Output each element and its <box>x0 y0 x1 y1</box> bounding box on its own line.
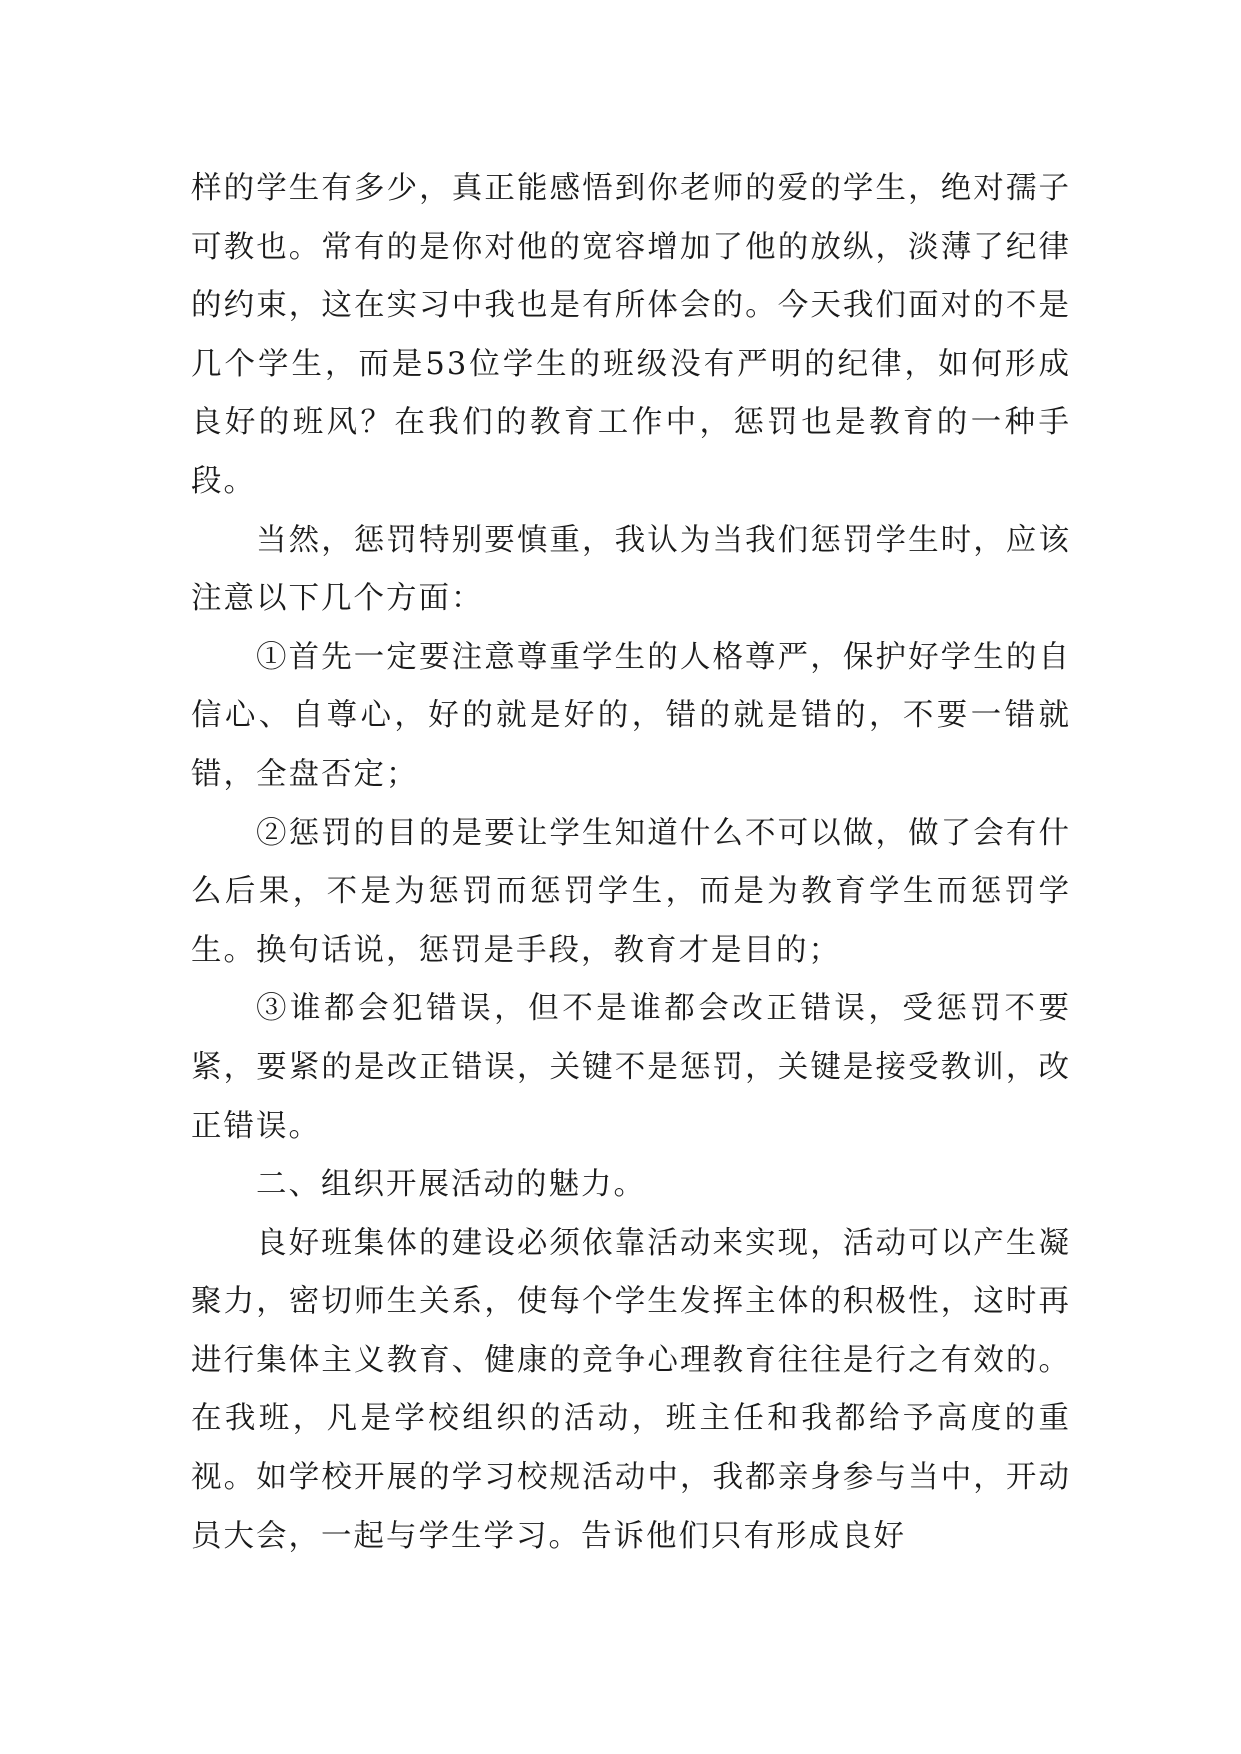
list-item-paragraph: ①首先一定要注意尊重学生的人格尊严，保护好学生的自信心、自尊心，好的就是好的，错的就是错的，不要一错就错，全盘否定； <box>191 639 1071 792</box>
paragraph: 良好班集体的建设必须依靠活动来实现，活动可以产生凝聚力，密切师生关系，使每个学生发挥主体的积极性，这时再进行集体主义教育、健康的竞争心理教育往往是行之有效的。在我班，凡是学校组织的活动，班主任和我都给予高度的重视。如学校开展的学习校规活动中，我都亲身参与当中，开动员大会，一起与学生学习。告诉他们只有形成良好 <box>191 1225 1071 1554</box>
document-body <box>191 160 1071 1566</box>
list-item-paragraph: ③谁都会犯错误，但不是谁都会改正错误，受惩罚不要紧，要紧的是改正错误，关键不是惩罚，关键是接受教训，改正错误。 <box>191 991 1071 1144</box>
paragraph: 当然，惩罚特别要慎重，我认为当我们惩罚学生时，应该注意以下几个方面： <box>191 522 1071 617</box>
list-item-paragraph: ②惩罚的目的是要让学生知道什么不可以做，做了会有什么后果，不是为惩罚而惩罚学生，而是为教育学生而惩罚学生。换句话说，惩罚是手段，教育才是目的； <box>191 815 1071 968</box>
paragraph: 样的学生有多少，真正能感悟到你老师的爱的学生，绝对孺子可教也。常有的是你对他的宽容增加了他的放纵，淡薄了纪律的约束，这在实习中我也是有所体会的。今天我们面对的不是几个学生，而是53位学生的班级没有严明的纪律，如何形成良好的班风？在我们的教育工作中，惩罚也是教育的一种手段。 <box>191 171 1071 499</box>
section-heading: 二、组织开展活动的魅力。 <box>256 1167 646 1203</box>
